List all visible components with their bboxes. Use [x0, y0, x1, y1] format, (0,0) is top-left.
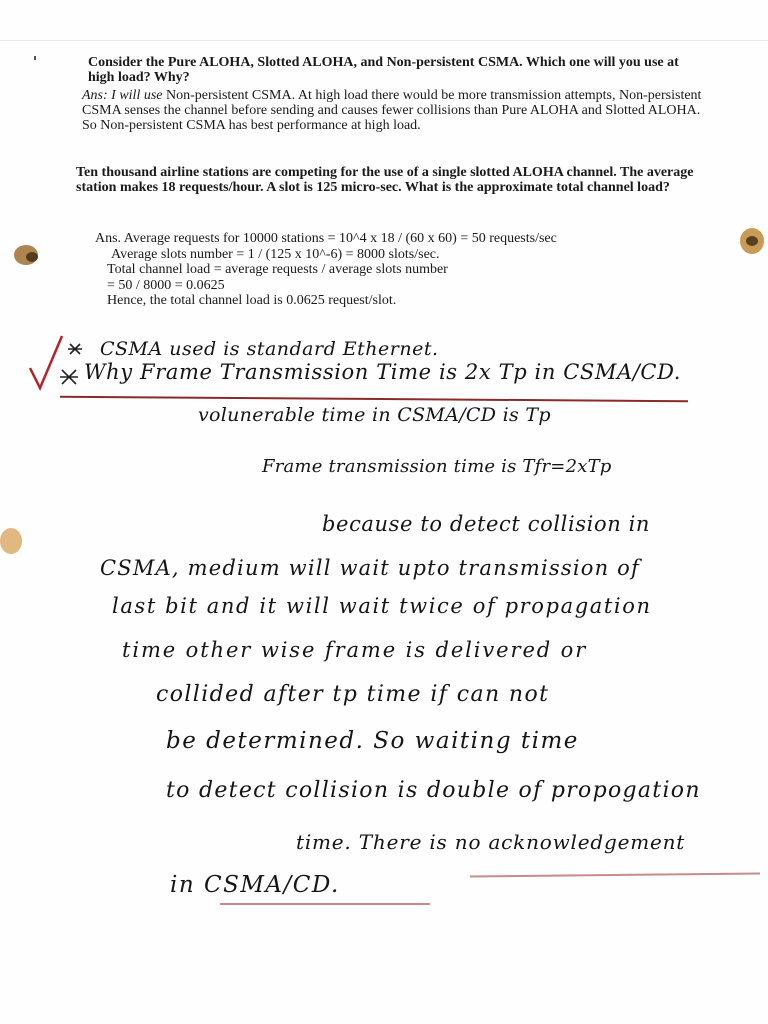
handwritten-line-6: CSMA, medium will wait upto transmission of	[100, 556, 640, 580]
answer-body: Non-persistent CSMA. At high load there would be more transmission attempts, Non-persistent CSMA senses the channel before sending and causes fewer collisions than Pure ALOHA and Slotted ALOHA. So Non-persistent CSMA has best performance at high load.	[82, 88, 702, 133]
scan-speck	[34, 56, 36, 60]
handwritten-line-10: be determined. So waiting time	[166, 728, 579, 754]
margin-stain	[746, 236, 758, 246]
answer-line: = 50 / 8000 = 0.0625	[107, 277, 225, 293]
question-2-answer	[95, 231, 705, 309]
answer-label: Ans: I will use	[82, 88, 163, 103]
answer-line: Ans. Average requests for 10000 stations = 10^4 x 18 / (60 x 60) = 50 requests/sec	[95, 231, 557, 246]
handwritten-line-4: Frame transmission time is Tfr=2xTp	[262, 456, 612, 477]
red-underline	[60, 396, 688, 402]
question-1-text: Consider the Pure ALOHA, Slotted ALOHA, and Non-persistent CSMA. Which one will you use at high load? Why?	[88, 55, 679, 85]
handwritten-line-3: volunerable time in CSMA/CD is Tp	[198, 404, 551, 426]
question-1-answer	[82, 88, 708, 133]
handwritten-line-11: to detect collision is double of propogation	[166, 778, 701, 803]
question-2-text: Ten thousand airline stations are competing for the use of a single slotted ALOHA channel. The average station makes 18 requests/hour. A slot is 125 micro-sec. What is the approximate total channel load?	[76, 165, 694, 195]
margin-stain	[26, 252, 38, 262]
scan-top-edge	[0, 40, 768, 41]
handwritten-line-13: in CSMA/CD.	[170, 872, 340, 898]
handwritten-line-2: Why Frame Transmission Time is 2x Tp in CSMA/CD.	[84, 360, 682, 384]
handwritten-line-8: time other wise frame is delivered or	[122, 638, 588, 662]
answer-line: Total channel load = average requests / average slots number	[107, 262, 448, 277]
handwritten-line-5: because to detect collision in	[322, 512, 651, 536]
red-check-mark-icon	[24, 330, 84, 400]
answer-line: Hence, the total channel load is 0.0625 request/slot.	[107, 293, 397, 308]
handwritten-line-1: CSMA used is standard Ethernet.	[100, 338, 439, 360]
answer-line: Average slots number = 1 / (125 x 10^-6) = 8000 slots/sec.	[111, 246, 440, 262]
handwritten-line-9: collided after tp time if can not	[156, 682, 550, 707]
pink-underline	[220, 903, 430, 905]
margin-stain	[0, 528, 22, 554]
pink-underline	[470, 872, 760, 877]
handwritten-line-12: time. There is no acknowledgement	[296, 830, 686, 854]
handwritten-line-7: last bit and it will wait twice of propagation	[112, 594, 652, 618]
